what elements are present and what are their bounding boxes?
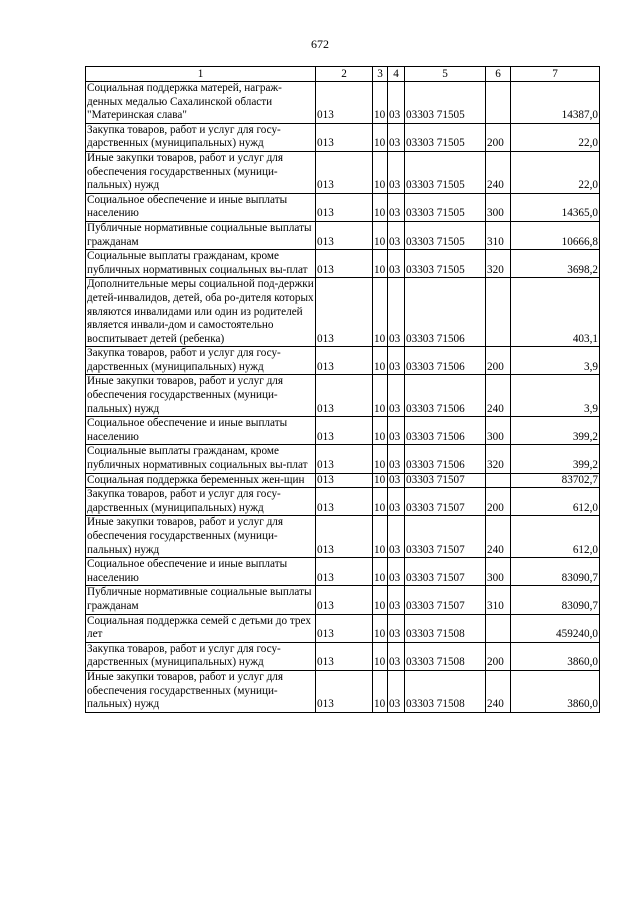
section-code: 10 xyxy=(373,670,388,712)
table-row xyxy=(86,193,600,221)
target-article-code: 03303 71508 xyxy=(405,642,486,670)
table-row xyxy=(86,488,600,516)
section-code: 10 xyxy=(373,488,388,516)
amount: 459240,0 xyxy=(511,614,600,642)
subsection-code: 03 xyxy=(388,558,405,586)
ministry-code: 013 xyxy=(316,670,373,712)
section-code: 10 xyxy=(373,558,388,586)
ministry-code: 013 xyxy=(316,445,373,473)
section-code: 10 xyxy=(373,375,388,417)
expense-type-code: 320 xyxy=(486,250,511,278)
target-article-code: 03303 71505 xyxy=(405,123,486,151)
ministry-code: 013 xyxy=(316,123,373,151)
column-header: 5 xyxy=(405,67,486,82)
target-article-code: 03303 71505 xyxy=(405,82,486,124)
table-row xyxy=(86,558,600,586)
subsection-code: 03 xyxy=(388,375,405,417)
section-code: 10 xyxy=(373,221,388,249)
section-code: 10 xyxy=(373,417,388,445)
amount: 83090,7 xyxy=(511,558,600,586)
subsection-code: 03 xyxy=(388,417,405,445)
row-name: Закупка товаров, работ и услуг для госу-дарственных (муниципальных) нужд xyxy=(86,123,316,151)
section-code: 10 xyxy=(373,82,388,124)
expense-type-code: 310 xyxy=(486,221,511,249)
subsection-code: 03 xyxy=(388,670,405,712)
subsection-code: 03 xyxy=(388,193,405,221)
amount: 10666,8 xyxy=(511,221,600,249)
target-article-code: 03303 71507 xyxy=(405,558,486,586)
column-header: 2 xyxy=(316,67,373,82)
ministry-code: 013 xyxy=(316,586,373,614)
column-header: 6 xyxy=(486,67,511,82)
target-article-code: 03303 71506 xyxy=(405,417,486,445)
expense-type-code: 310 xyxy=(486,586,511,614)
table-row xyxy=(86,82,600,124)
target-article-code: 03303 71507 xyxy=(405,473,486,488)
row-name: Иные закупки товаров, работ и услуг для обеспечения государственных (муници-пальных) нужд xyxy=(86,375,316,417)
expense-type-code: 240 xyxy=(486,516,511,558)
section-code: 10 xyxy=(373,278,388,347)
target-article-code: 03303 71505 xyxy=(405,250,486,278)
expense-type-code: 200 xyxy=(486,488,511,516)
table-row xyxy=(86,642,600,670)
amount: 612,0 xyxy=(511,488,600,516)
page-number: 672 xyxy=(311,37,329,51)
row-name: Социальное обеспечение и иные выплаты населению xyxy=(86,193,316,221)
amount: 612,0 xyxy=(511,516,600,558)
table-row xyxy=(86,221,600,249)
table-row xyxy=(86,278,600,347)
expense-type-code: 240 xyxy=(486,670,511,712)
row-name: Иные закупки товаров, работ и услуг для обеспечения государственных (муници-пальных) нужд xyxy=(86,670,316,712)
amount: 3698,2 xyxy=(511,250,600,278)
subsection-code: 03 xyxy=(388,586,405,614)
row-name: Иные закупки товаров, работ и услуг для обеспечения государственных (муници-пальных) нужд xyxy=(86,516,316,558)
section-code: 10 xyxy=(373,250,388,278)
amount: 3860,0 xyxy=(511,642,600,670)
table-row xyxy=(86,250,600,278)
row-name: Закупка товаров, работ и услуг для госу-дарственных (муниципальных) нужд xyxy=(86,347,316,375)
target-article-code: 03303 71508 xyxy=(405,670,486,712)
ministry-code: 013 xyxy=(316,151,373,193)
target-article-code: 03303 71506 xyxy=(405,347,486,375)
expense-type-code: 300 xyxy=(486,193,511,221)
target-article-code: 03303 71506 xyxy=(405,445,486,473)
ministry-code: 013 xyxy=(316,614,373,642)
expense-type-code: 200 xyxy=(486,642,511,670)
amount: 399,2 xyxy=(511,417,600,445)
ministry-code: 013 xyxy=(316,82,373,124)
subsection-code: 03 xyxy=(388,614,405,642)
row-name: Социальное обеспечение и иные выплаты населению xyxy=(86,558,316,586)
table-row xyxy=(86,417,600,445)
section-code: 10 xyxy=(373,193,388,221)
section-code: 10 xyxy=(373,347,388,375)
column-header: 4 xyxy=(388,67,405,82)
amount: 14387,0 xyxy=(511,82,600,124)
ministry-code: 013 xyxy=(316,250,373,278)
row-name: Публичные нормативные социальные выплаты гражданам xyxy=(86,221,316,249)
subsection-code: 03 xyxy=(388,278,405,347)
section-code: 10 xyxy=(373,516,388,558)
row-name: Социальная поддержка беременных жен-щин xyxy=(86,473,316,488)
subsection-code: 03 xyxy=(388,82,405,124)
section-code: 10 xyxy=(373,123,388,151)
amount: 14365,0 xyxy=(511,193,600,221)
ministry-code: 013 xyxy=(316,221,373,249)
ministry-code: 013 xyxy=(316,278,373,347)
subsection-code: 03 xyxy=(388,123,405,151)
amount: 83702,7 xyxy=(511,473,600,488)
target-article-code: 03303 71507 xyxy=(405,516,486,558)
header-row xyxy=(86,67,600,82)
section-code: 10 xyxy=(373,445,388,473)
column-header: 3 xyxy=(373,67,388,82)
ministry-code: 013 xyxy=(316,417,373,445)
table-row xyxy=(86,151,600,193)
amount: 3860,0 xyxy=(511,670,600,712)
subsection-code: 03 xyxy=(388,221,405,249)
table-row xyxy=(86,614,600,642)
row-name: Дополнительные меры социальной под-держки детей-инвалидов, детей, оба ро-дителя которых являются инвалидами или один из родителей является инвали-дом и самостоятельно воспитывает детей (ребенка) xyxy=(86,278,316,347)
section-code: 10 xyxy=(373,614,388,642)
table-row xyxy=(86,347,600,375)
subsection-code: 03 xyxy=(388,516,405,558)
amount: 403,1 xyxy=(511,278,600,347)
section-code: 10 xyxy=(373,586,388,614)
row-name: Социальная поддержка матерей, награж-денных медалью Сахалинской области "Материнская слава" xyxy=(86,82,316,124)
row-name: Иные закупки товаров, работ и услуг для обеспечения государственных (муници-пальных) нужд xyxy=(86,151,316,193)
expense-type-code xyxy=(486,278,511,347)
target-article-code: 03303 71507 xyxy=(405,586,486,614)
row-name: Публичные нормативные социальные выплаты гражданам xyxy=(86,586,316,614)
amount: 3,9 xyxy=(511,375,600,417)
expense-type-code: 200 xyxy=(486,123,511,151)
amount: 22,0 xyxy=(511,151,600,193)
section-code: 10 xyxy=(373,151,388,193)
column-header: 1 xyxy=(86,67,316,82)
subsection-code: 03 xyxy=(388,488,405,516)
ministry-code: 013 xyxy=(316,516,373,558)
row-name: Закупка товаров, работ и услуг для госу-дарственных (муниципальных) нужд xyxy=(86,642,316,670)
expense-type-code: 320 xyxy=(486,445,511,473)
amount: 3,9 xyxy=(511,347,600,375)
table-row xyxy=(86,375,600,417)
ministry-code: 013 xyxy=(316,193,373,221)
expense-type-code: 200 xyxy=(486,347,511,375)
row-name: Социальная поддержка семей с детьми до трех лет xyxy=(86,614,316,642)
expense-type-code xyxy=(486,82,511,124)
section-code: 10 xyxy=(373,642,388,670)
expense-type-code xyxy=(486,614,511,642)
ministry-code: 013 xyxy=(316,558,373,586)
budget-table xyxy=(85,66,600,713)
table-row xyxy=(86,586,600,614)
table-row xyxy=(86,516,600,558)
row-name: Социальное обеспечение и иные выплаты населению xyxy=(86,417,316,445)
column-header: 7 xyxy=(511,67,600,82)
row-name: Социальные выплаты гражданам, кроме публичных нормативных социальных вы-плат xyxy=(86,445,316,473)
amount: 399,2 xyxy=(511,445,600,473)
target-article-code: 03303 71508 xyxy=(405,614,486,642)
expense-type-code xyxy=(486,473,511,488)
target-article-code: 03303 71505 xyxy=(405,221,486,249)
target-article-code: 03303 71506 xyxy=(405,278,486,347)
row-name: Закупка товаров, работ и услуг для госу-дарственных (муниципальных) нужд xyxy=(86,488,316,516)
subsection-code: 03 xyxy=(388,445,405,473)
amount: 83090,7 xyxy=(511,586,600,614)
ministry-code: 013 xyxy=(316,642,373,670)
table-row xyxy=(86,123,600,151)
subsection-code: 03 xyxy=(388,642,405,670)
ministry-code: 013 xyxy=(316,347,373,375)
subsection-code: 03 xyxy=(388,250,405,278)
table-row xyxy=(86,670,600,712)
expense-type-code: 240 xyxy=(486,151,511,193)
ministry-code: 013 xyxy=(316,473,373,488)
row-name: Социальные выплаты гражданам, кроме публичных нормативных социальных вы-плат xyxy=(86,250,316,278)
target-article-code: 03303 71507 xyxy=(405,488,486,516)
subsection-code: 03 xyxy=(388,151,405,193)
amount: 22,0 xyxy=(511,123,600,151)
expense-type-code: 300 xyxy=(486,558,511,586)
subsection-code: 03 xyxy=(388,473,405,488)
expense-type-code: 240 xyxy=(486,375,511,417)
target-article-code: 03303 71505 xyxy=(405,193,486,221)
ministry-code: 013 xyxy=(316,488,373,516)
target-article-code: 03303 71505 xyxy=(405,151,486,193)
section-code: 10 xyxy=(373,473,388,488)
target-article-code: 03303 71506 xyxy=(405,375,486,417)
ministry-code: 013 xyxy=(316,375,373,417)
subsection-code: 03 xyxy=(388,347,405,375)
table-row xyxy=(86,473,600,488)
table-row xyxy=(86,445,600,473)
expense-type-code: 300 xyxy=(486,417,511,445)
